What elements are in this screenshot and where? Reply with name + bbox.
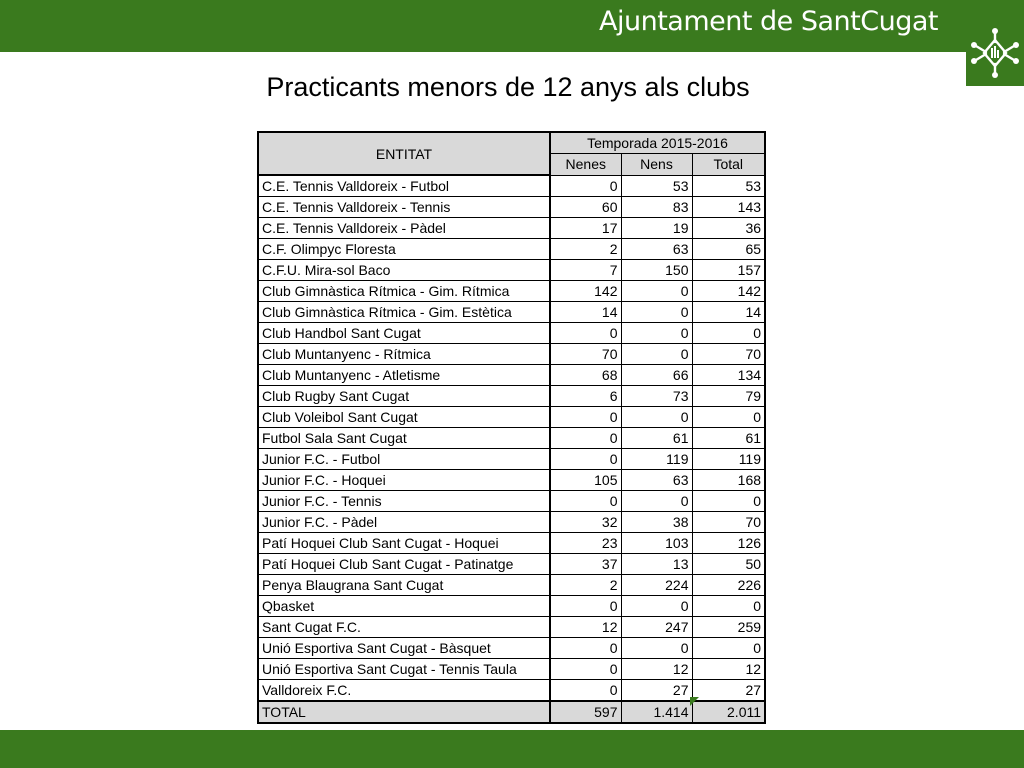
cell-total: 226 <box>692 575 765 596</box>
table-row <box>258 365 765 386</box>
cell-total: 53 <box>692 175 765 197</box>
table-row <box>258 680 765 702</box>
table-row <box>258 428 765 449</box>
table-header <box>258 132 765 175</box>
cell-entitat: Unió Esportiva Sant Cugat - Bàsquet <box>258 638 550 659</box>
cell-nenes: 37 <box>550 554 621 575</box>
cell-entitat: Sant Cugat F.C. <box>258 617 550 638</box>
cell-entitat: Penya Blaugrana Sant Cugat <box>258 575 550 596</box>
cell-nens: 19 <box>621 218 692 239</box>
cell-total: 70 <box>692 344 765 365</box>
total-nens: 1.414 <box>621 701 692 723</box>
cell-total: 14 <box>692 302 765 323</box>
cell-total: 0 <box>692 491 765 512</box>
table-row <box>258 260 765 281</box>
cell-entitat: C.F.U. Mira-sol Baco <box>258 260 550 281</box>
cell-nens: 13 <box>621 554 692 575</box>
cell-nenes: 12 <box>550 617 621 638</box>
table-row <box>258 302 765 323</box>
table-row <box>258 617 765 638</box>
cell-entitat: Club Rugby Sant Cugat <box>258 386 550 407</box>
cell-nenes: 0 <box>550 407 621 428</box>
cell-nens: 119 <box>621 449 692 470</box>
cell-entitat: Unió Esportiva Sant Cugat - Tennis Taula <box>258 659 550 680</box>
cell-nenes: 0 <box>550 428 621 449</box>
table-row <box>258 596 765 617</box>
cell-nenes: 70 <box>550 344 621 365</box>
municipal-logo-icon <box>970 28 1020 78</box>
cell-nenes: 68 <box>550 365 621 386</box>
cell-nens: 0 <box>621 302 692 323</box>
cell-nens: 83 <box>621 197 692 218</box>
cell-entitat: Valldoreix F.C. <box>258 680 550 702</box>
table-row <box>258 218 765 239</box>
cell-total: 70 <box>692 512 765 533</box>
table-row <box>258 407 765 428</box>
season-header: Temporada 2015-2016 <box>550 132 765 154</box>
bottom-banner <box>0 730 1024 768</box>
cell-entitat: Club Muntanyenc - Rítmica <box>258 344 550 365</box>
cell-nens: 63 <box>621 239 692 260</box>
cell-nenes: 7 <box>550 260 621 281</box>
cell-total: 0 <box>692 638 765 659</box>
cell-entitat: Junior F.C. - Pàdel <box>258 512 550 533</box>
cell-total: 61 <box>692 428 765 449</box>
cell-nens: 38 <box>621 512 692 533</box>
cell-nens: 0 <box>621 344 692 365</box>
cell-entitat: Club Gimnàstica Rítmica - Gim. Rítmica <box>258 281 550 302</box>
page-title: Practicants menors de 12 anys als clubs <box>266 72 750 102</box>
total-label: TOTAL <box>258 701 550 723</box>
cell-entitat: Junior F.C. - Futbol <box>258 449 550 470</box>
cell-total: 134 <box>692 365 765 386</box>
table-body <box>258 175 765 723</box>
table-row <box>258 659 765 680</box>
cell-entitat: C.F. Olimpyc Floresta <box>258 239 550 260</box>
table-row <box>258 197 765 218</box>
cell-total: 12 <box>692 659 765 680</box>
cell-entitat: Club Handbol Sant Cugat <box>258 323 550 344</box>
cell-nenes: 23 <box>550 533 621 554</box>
table-row <box>258 239 765 260</box>
cell-nenes: 14 <box>550 302 621 323</box>
cell-nenes: 105 <box>550 470 621 491</box>
cell-total: 0 <box>692 596 765 617</box>
cell-total: 126 <box>692 533 765 554</box>
top-banner <box>0 0 1024 52</box>
cell-nens: 150 <box>621 260 692 281</box>
cell-comment-marker <box>690 697 699 706</box>
cell-nens: 0 <box>621 638 692 659</box>
total-row <box>258 701 765 723</box>
cell-entitat: C.E. Tennis Valldoreix - Futbol <box>258 175 550 197</box>
cell-total: 79 <box>692 386 765 407</box>
cell-nenes: 0 <box>550 596 621 617</box>
table-row <box>258 449 765 470</box>
total-total: 2.011 <box>692 701 765 723</box>
cell-nenes: 142 <box>550 281 621 302</box>
cell-nenes: 0 <box>550 449 621 470</box>
table-row <box>258 344 765 365</box>
table-row <box>258 470 765 491</box>
clubs-table <box>257 131 766 724</box>
cell-nenes: 0 <box>550 323 621 344</box>
table-row <box>258 533 765 554</box>
cell-total: 143 <box>692 197 765 218</box>
cell-nens: 103 <box>621 533 692 554</box>
cell-total: 119 <box>692 449 765 470</box>
cell-nens: 53 <box>621 175 692 197</box>
cell-entitat: Patí Hoquei Club Sant Cugat - Patinatge <box>258 554 550 575</box>
cell-entitat: Club Gimnàstica Rítmica - Gim. Estètica <box>258 302 550 323</box>
cell-nens: 12 <box>621 659 692 680</box>
cell-total: 27 <box>692 680 765 702</box>
cell-entitat: C.E. Tennis Valldoreix - Pàdel <box>258 218 550 239</box>
column-header-nens: Nens <box>621 154 692 175</box>
cell-total: 50 <box>692 554 765 575</box>
table-row <box>258 554 765 575</box>
cell-nenes: 17 <box>550 218 621 239</box>
cell-total: 0 <box>692 407 765 428</box>
cell-nens: 0 <box>621 407 692 428</box>
cell-entitat: Patí Hoquei Club Sant Cugat - Hoquei <box>258 533 550 554</box>
cell-nenes: 0 <box>550 491 621 512</box>
brand-name: Ajuntament de SantCugat <box>599 6 938 37</box>
cell-entitat: Club Muntanyenc - Atletisme <box>258 365 550 386</box>
cell-entitat: C.E. Tennis Valldoreix - Tennis <box>258 197 550 218</box>
cell-entitat: Futbol Sala Sant Cugat <box>258 428 550 449</box>
table-row <box>258 575 765 596</box>
cell-total: 0 <box>692 323 765 344</box>
cell-total: 157 <box>692 260 765 281</box>
cell-nens: 0 <box>621 491 692 512</box>
table-row <box>258 281 765 302</box>
cell-nenes: 32 <box>550 512 621 533</box>
cell-nens: 0 <box>621 323 692 344</box>
cell-nens: 224 <box>621 575 692 596</box>
table-row <box>258 512 765 533</box>
total-nenes: 597 <box>550 701 621 723</box>
cell-entitat: Club Voleibol Sant Cugat <box>258 407 550 428</box>
table-row <box>258 491 765 512</box>
table-row <box>258 638 765 659</box>
cell-nens: 0 <box>621 281 692 302</box>
cell-nenes: 0 <box>550 638 621 659</box>
cell-entitat: Junior F.C. - Tennis <box>258 491 550 512</box>
cell-total: 259 <box>692 617 765 638</box>
cell-nenes: 60 <box>550 197 621 218</box>
cell-nens: 247 <box>621 617 692 638</box>
entitat-header: ENTITAT <box>258 132 550 175</box>
cell-nenes: 0 <box>550 680 621 702</box>
cell-entitat: Junior F.C. - Hoquei <box>258 470 550 491</box>
cell-nenes: 2 <box>550 239 621 260</box>
cell-total: 65 <box>692 239 765 260</box>
cell-nens: 66 <box>621 365 692 386</box>
cell-nenes: 0 <box>550 175 621 197</box>
cell-nens: 27 <box>621 680 692 702</box>
table-row <box>258 323 765 344</box>
cell-total: 142 <box>692 281 765 302</box>
column-header-total: Total <box>692 154 765 175</box>
cell-nens: 73 <box>621 386 692 407</box>
cell-nens: 63 <box>621 470 692 491</box>
cell-nens: 0 <box>621 596 692 617</box>
cell-nens: 61 <box>621 428 692 449</box>
cell-nenes: 2 <box>550 575 621 596</box>
cell-entitat: Qbasket <box>258 596 550 617</box>
column-header-nenes: Nenes <box>550 154 621 175</box>
table-row <box>258 175 765 197</box>
table-row <box>258 386 765 407</box>
cell-total: 168 <box>692 470 765 491</box>
cell-total: 36 <box>692 218 765 239</box>
cell-nenes: 6 <box>550 386 621 407</box>
cell-nenes: 0 <box>550 659 621 680</box>
